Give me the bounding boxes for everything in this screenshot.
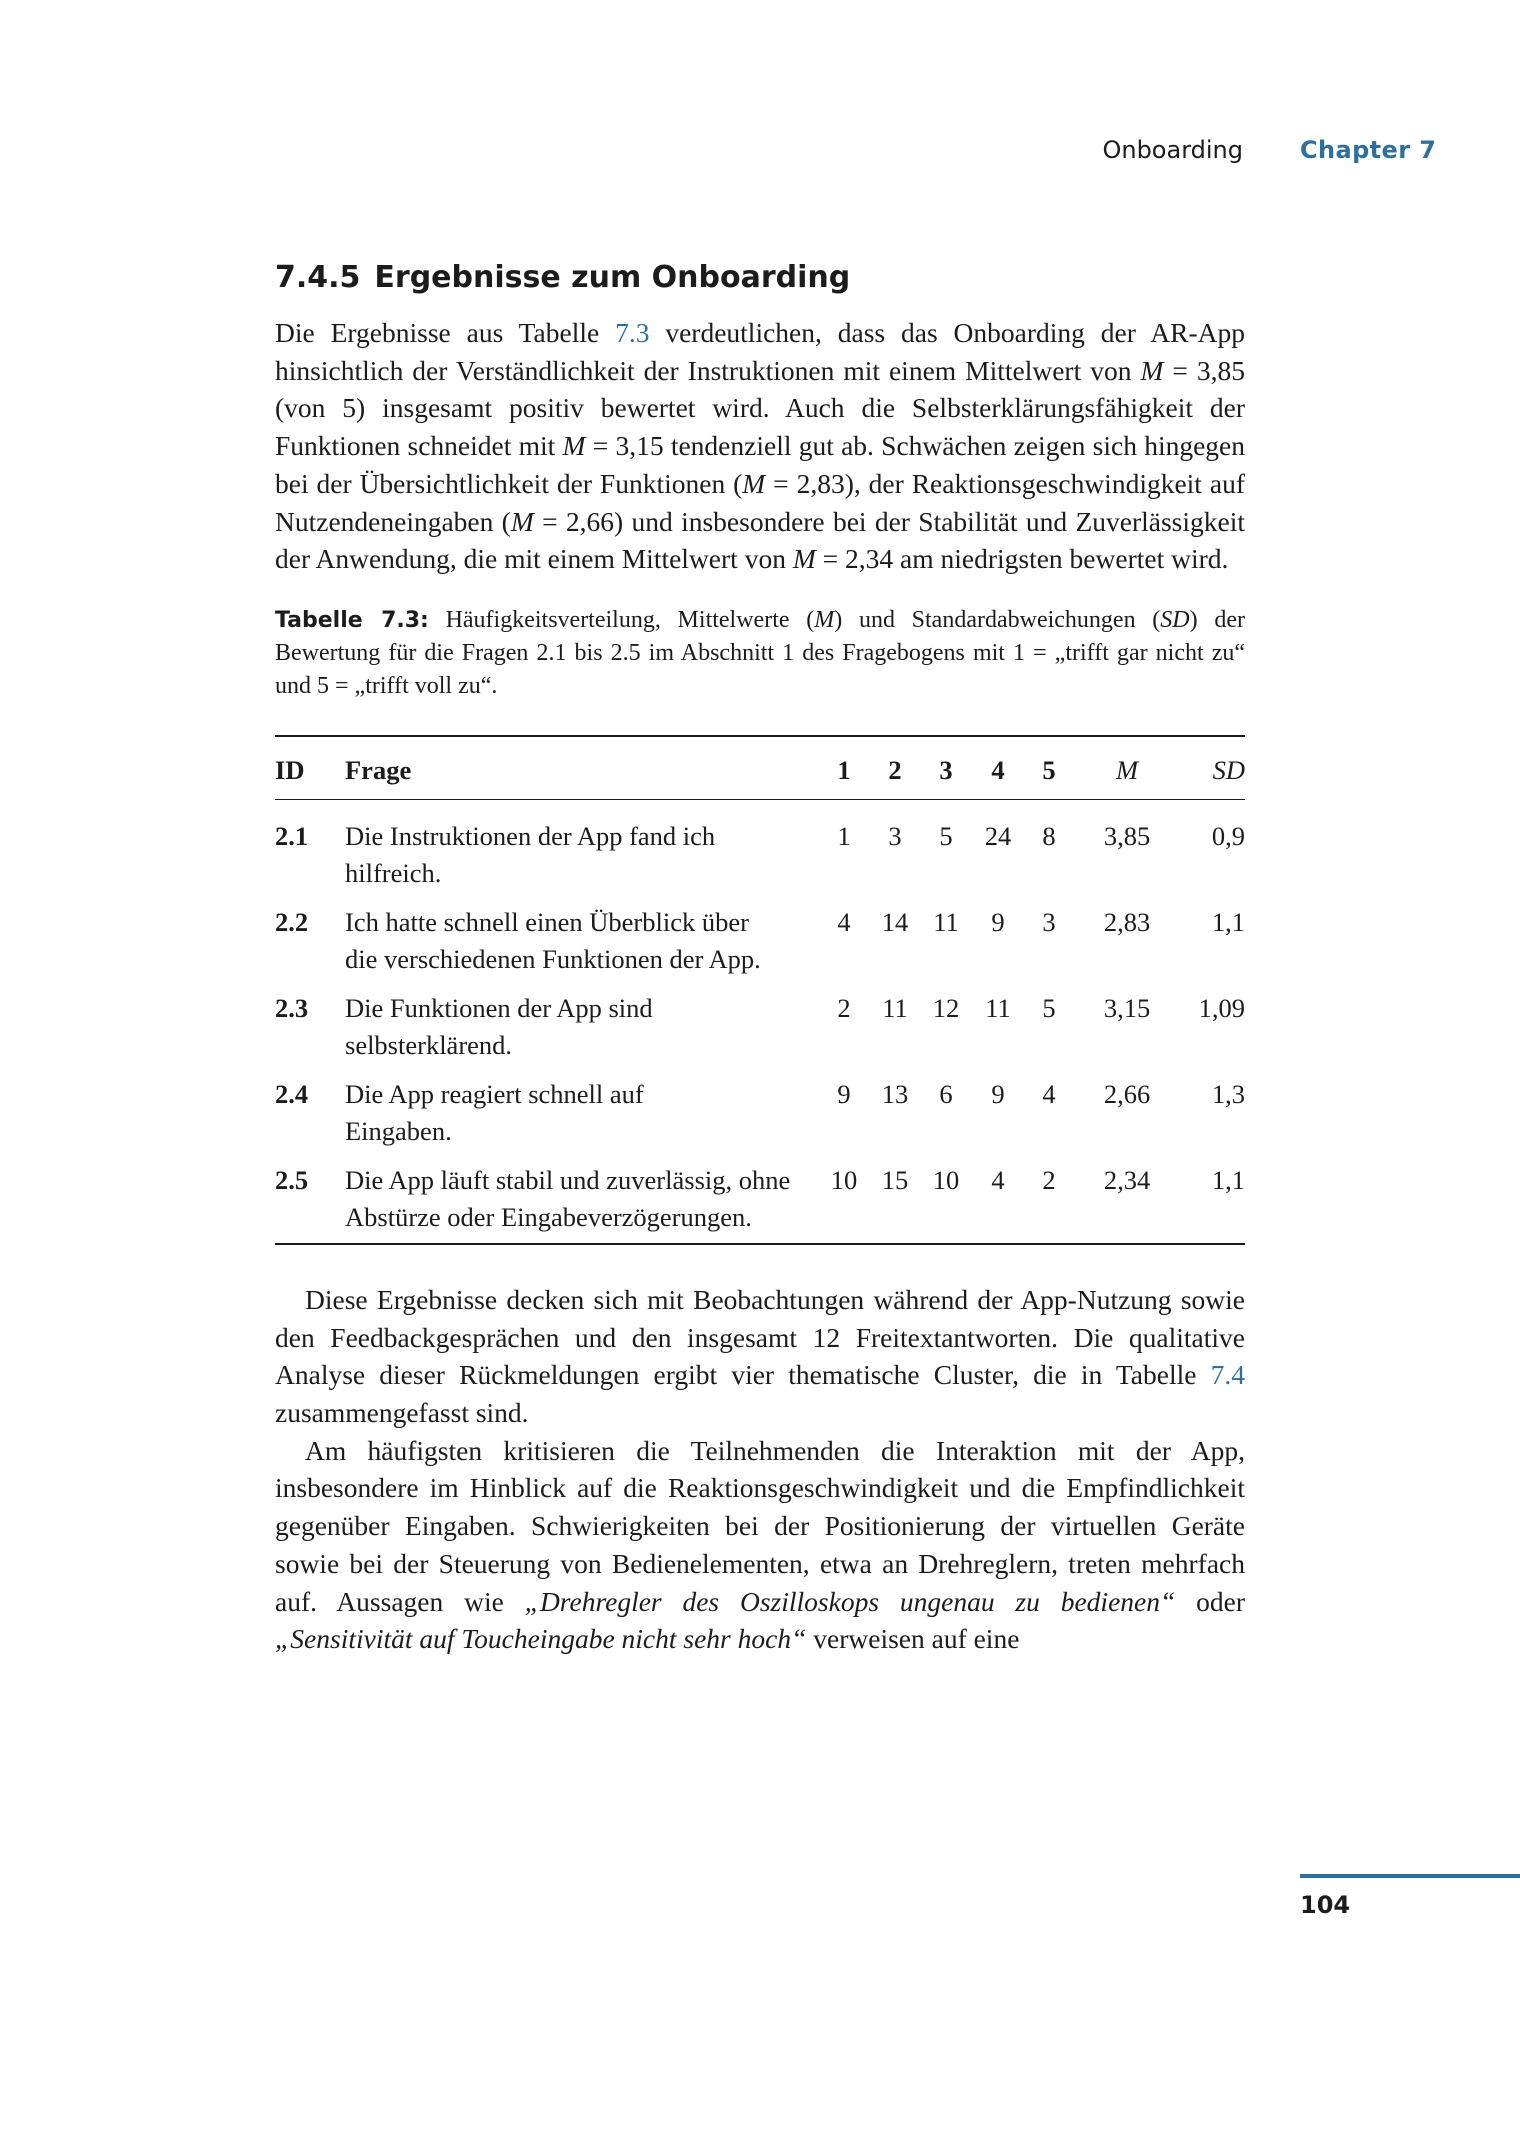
quote: „Sensitivität auf Toucheingabe nicht sehr hoch“ xyxy=(275,1623,807,1655)
text-run: = 2,83), der Reaktionsgeschwindigkeit auf Nutzendeneingaben ( xyxy=(275,467,1245,537)
text-run: verdeutlichen, dass das Onboarding der AR-App hinsichtlich der Verständlichkeit der Instruktionen mit einem Mittelwert von xyxy=(275,317,1245,386)
text-run: oder xyxy=(1175,1585,1245,1617)
text-run: zusammengefasst sind. xyxy=(275,1397,529,1429)
row-question: Ich hatte schnell einen Überblick über die verschiedenen Funktionen der App. xyxy=(345,906,761,975)
row-rating-5: 4 xyxy=(1042,1078,1056,1109)
row-rating-3: 10 xyxy=(932,1164,960,1195)
header-id: ID xyxy=(275,754,305,785)
text-run: Am häufigsten kritisieren die Teilnehmenden die Interaktion mit der App, insbesondere im Hinblick auf die Reaktionsgeschwindigkeit und die Empfindlichkeit gegenüber Eingaben. Schwierigkeiten bei der Positionierung der virtuellen Geräte sowie bei der Steuerung von Bedienelementen, etwa an Drehreglern, treten mehrfach auf. Aussagen wie xyxy=(275,1434,1245,1617)
footer-rule xyxy=(1300,1874,1520,1878)
math-symbol: M xyxy=(562,430,586,462)
row-rating-3: 11 xyxy=(933,906,959,937)
table-reference-link[interactable]: 7.3 xyxy=(615,317,650,348)
table-row xyxy=(275,990,1245,1065)
row-rating-4: 9 xyxy=(991,1078,1005,1109)
row-rating-4: 9 xyxy=(991,906,1005,937)
row-mean: 2,83 xyxy=(1103,906,1151,937)
row-rating-2: 13 xyxy=(881,1078,909,1109)
row-question: Die App läuft stabil und zuverlässig, ohne Abstürze oder Eingabeverzögerungen. xyxy=(345,1164,791,1233)
row-rating-3: 6 xyxy=(939,1078,953,1109)
table-row xyxy=(275,1162,1245,1237)
header-rating-1: 1 xyxy=(837,754,851,785)
quote: „Drehregler des Oszilloskops ungenau zu bedienen“ xyxy=(524,1585,1176,1617)
row-rating-1: 1 xyxy=(837,820,851,851)
table-row xyxy=(275,1076,1245,1151)
row-question: Die Funktionen der App sind selbsterklärend. xyxy=(345,992,653,1061)
row-mean: 2,34 xyxy=(1103,1164,1151,1195)
math-symbol: M xyxy=(814,606,835,633)
text-run: Diese Ergebnisse decken sich mit Beobachtungen während der App-Nutzung sowie den Feedbackgesprächen und den insgesamt 12 Freitextantworten. Die qualitative Analyse dieser Rückmeldungen ergibt vier thematische Cluster, die in Tabelle xyxy=(275,1283,1245,1391)
text-run: Die Ergebnisse aus Tabelle xyxy=(275,317,616,348)
row-question: Die App reagiert schnell auf Eingaben. xyxy=(345,1078,644,1147)
math-symbol: M xyxy=(792,543,816,575)
math-symbol: M xyxy=(1140,354,1164,386)
row-rating-1: 4 xyxy=(837,906,851,937)
row-rating-1: 9 xyxy=(837,1078,851,1109)
section-number: 7.4.5 xyxy=(275,260,361,295)
header-rating-4: 4 xyxy=(991,754,1005,785)
row-rating-2: 14 xyxy=(881,906,909,937)
table-body xyxy=(275,800,1245,1243)
row-rating-1: 2 xyxy=(837,992,851,1023)
row-rating-4: 24 xyxy=(984,820,1012,851)
header-mean: M xyxy=(1115,754,1139,785)
table-reference-link[interactable]: 7.4 xyxy=(1210,1359,1245,1391)
paragraph-interaction-criticism xyxy=(275,1432,1245,1658)
header-sd: SD xyxy=(1212,754,1245,785)
text-run: ) und Standardabweichungen ( xyxy=(834,606,1161,633)
paragraph-feedback-summary xyxy=(275,1281,1245,1432)
page-number: 104 xyxy=(1300,1891,1351,1919)
row-question: Die Instruktionen der App fand ich hilfreich. xyxy=(345,820,716,889)
section-title: Ergebnisse zum Onboarding xyxy=(374,260,851,295)
row-rating-5: 2 xyxy=(1042,1164,1056,1195)
results-table xyxy=(275,735,1245,1245)
text-run: verweisen auf eine xyxy=(806,1623,1020,1655)
header-rating-5: 5 xyxy=(1042,754,1056,785)
text-run: Häufigkeitsverteilung, Mittelwerte ( xyxy=(428,606,815,633)
running-header xyxy=(0,136,1520,176)
text-run: = 2,66) und insbesondere bei der Stabilität und Zuverlässigkeit der Anwendung, die mit einem Mittelwert von xyxy=(275,505,1245,575)
row-id: 2.2 xyxy=(275,906,309,937)
row-sd: 1,1 xyxy=(1211,906,1245,937)
text-run: ) der Bewertung für die Fragen 2.1 bis 2.5 im Abschnitt 1 des Fragebogens mit 1 = „trifft gar nicht zu“ und 5 = „trifft voll zu“. xyxy=(275,606,1245,699)
row-sd: 1,09 xyxy=(1198,992,1245,1023)
row-sd: 0,9 xyxy=(1211,820,1245,851)
row-rating-2: 15 xyxy=(881,1164,909,1195)
caption-label: Tabelle 7.3: xyxy=(275,607,429,633)
row-rating-5: 8 xyxy=(1042,820,1056,851)
text-run: = 3,15 tendenziell gut ab. Schwächen zeigen sich hingegen bei der Übersichtlichkeit der Funktionen ( xyxy=(275,430,1245,499)
row-rating-3: 12 xyxy=(932,992,960,1023)
row-sd: 1,1 xyxy=(1211,1164,1245,1195)
paragraph-results-intro xyxy=(275,314,1245,578)
math-symbol: M xyxy=(742,467,766,499)
table-row xyxy=(275,818,1245,893)
header-rating-2: 2 xyxy=(888,754,902,785)
row-id: 2.1 xyxy=(275,820,309,851)
row-id: 2.5 xyxy=(275,1164,309,1195)
row-sd: 1,3 xyxy=(1211,1078,1245,1109)
row-id: 2.3 xyxy=(275,992,309,1023)
row-rating-3: 5 xyxy=(939,820,953,851)
row-rating-5: 5 xyxy=(1042,992,1056,1023)
row-rating-1: 10 xyxy=(830,1164,858,1195)
table-caption xyxy=(275,604,1245,703)
row-mean: 3,85 xyxy=(1103,820,1151,851)
row-mean: 3,15 xyxy=(1103,992,1151,1023)
math-symbol: SD xyxy=(1160,606,1190,633)
row-rating-5: 3 xyxy=(1042,906,1056,937)
row-rating-2: 3 xyxy=(888,820,902,851)
row-id: 2.4 xyxy=(275,1078,309,1109)
header-question: Frage xyxy=(345,754,412,785)
header-section-title: Onboarding xyxy=(1102,136,1243,164)
text-run: = 3,85 (von 5) insgesamt positiv bewertet wird. Auch die Selbsterklärungsfähigkeit der Funktionen schneidet mit xyxy=(275,354,1245,462)
header-rating-3: 3 xyxy=(939,754,953,785)
row-mean: 2,66 xyxy=(1103,1078,1151,1109)
row-rating-4: 11 xyxy=(985,992,1011,1023)
page-content xyxy=(275,258,1245,1658)
math-symbol: M xyxy=(510,505,534,537)
header-chapter-label: Chapter 7 xyxy=(1300,136,1437,164)
row-rating-2: 11 xyxy=(882,992,908,1023)
section-heading xyxy=(275,258,1245,298)
table-header-row xyxy=(275,737,1245,800)
text-run: = 2,34 am niedrigsten bewertet wird. xyxy=(815,543,1229,575)
table-row xyxy=(275,904,1245,979)
row-rating-4: 4 xyxy=(991,1164,1005,1195)
